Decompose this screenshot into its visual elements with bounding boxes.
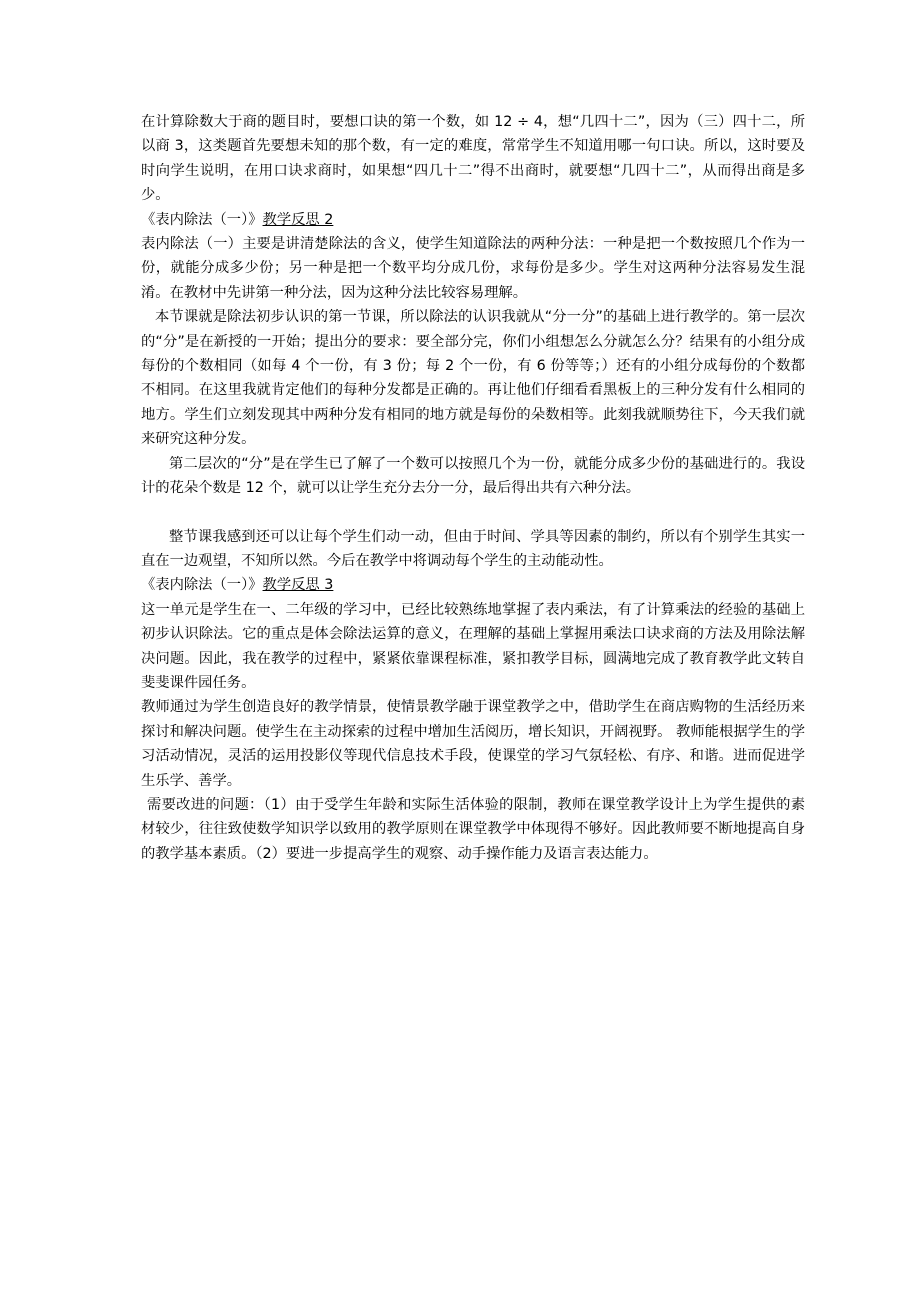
paragraph-2-2: 本节课就是除法初步认识的第一节课，所以除法的认识我就从“分一分”的基础上进行教学的。第一层次的“分”是在新授的一开始；提出分的要求：要全部分完，你们小组想怎么分就怎么分？结果有的小组分成每份的个数相同（如每 4 个一份，有 3 份；每 2 个一份，有 6 份等等；）还有的小组分成每份的个数都不相同。在这里我就肯定他们的每种分发都是正确的。再让他们仔细看看黑板上的三种分发有什么相同的地方。学生们立刻发现其中两种分发有相同的地方就是每份的朵数相等。此刻我就顺势往下，今天我们就来研究这种分发。 (141, 309, 805, 448)
paragraph-2-4: 整节课我感到还可以让每个学生们动一动，但由于时间、学具等因素的制约，所以有个别学生其实一直在一边观望，不知所以然。今后在教学中将调动每个学生的主动能动性。 (141, 528, 805, 569)
blank-line (141, 501, 805, 525)
section-heading-3-title: 《表内除法（一）》 (141, 577, 263, 594)
section-heading-2-title: 《表内除法（一）》 (141, 211, 263, 228)
paragraph-3-1: 这一单元是学生在一、二年级的学习中，已经比较熟练地掌握了表内乘法，有了计算乘法的经验的基础上初步认识除法。它的重点是体会除法运算的意义，在理解的基础上掌握用乘法口诀求商的方法及用除法解决问题。因此，我在教学的过程中，紧紧依靠课程标准，紧扣教学目标，圆满地完成了教育教学此文转自斐斐课件园任务。 (141, 601, 805, 691)
section-heading-3 (141, 573, 805, 597)
paragraph-3-2: 教师通过为学生创造良好的教学情景，使情景教学融于课堂教学之中，借助学生在商店购物的生活经历来探讨和解决问题。使学生在主动探索的过程中增加生活阅历，增长知识，开阔视野。 教师能根据学生的学习活动情况，灵活的运用投影仪等现代信息技术手段，使课堂的学习气氛轻松、有序、和谐。进而促进学生乐学、善学。 (141, 699, 805, 789)
section-heading-2-link[interactable]: 教学反思 2 (262, 211, 334, 228)
document-body (141, 110, 805, 866)
paragraph-3-3: 需要改进的问题：（1）由于受学生年龄和实际生活体验的限制，教师在课堂教学设计上为学生提供的素材较少，往往致使数学知识学以致用的教学原则在课堂教学中体现得不够好。因此教师要不断地提高自身的教学基本素质。（2）要进一步提高学生的观察、动手操作能力及语言表达能力。 (141, 796, 805, 862)
section-heading-2 (141, 208, 805, 232)
paragraph-2-3: 第二层次的“分”是在学生已了解了一个数可以按照几个为一份，就能分成多少份的基础进行的。我设计的花朵个数是 12 个，就可以让学生充分去分一分，最后得出共有六种分法。 (141, 455, 805, 497)
paragraph-2-1: 表内除法（一）主要是讲清楚除法的含义，使学生知道除法的两种分法：一种是把一个数按照几个作为一份，就能分成多少份；另一种是把一个数平均分成几份，求每份是多少。学生对这两种分法容易发生混淆。在教材中先讲第一种分法，因为这种分法比较容易理解。 (141, 236, 805, 301)
section-heading-3-link[interactable]: 教学反思 3 (262, 577, 334, 594)
paragraph-intro: 在计算除数大于商的题目时，要想口诀的第一个数，如 12 ÷ 4，想“几四十二”，因为（三）四十二，所以商 3，这类题首先要想未知的那个数，有一定的难度，常常学生不知道用哪一句口诀。所以，这时要及时向学生说明，在用口诀求商时，如果想“四几十二”得不出商时，就要想“几四十二”，从而得出商是多少。 (141, 114, 805, 204)
